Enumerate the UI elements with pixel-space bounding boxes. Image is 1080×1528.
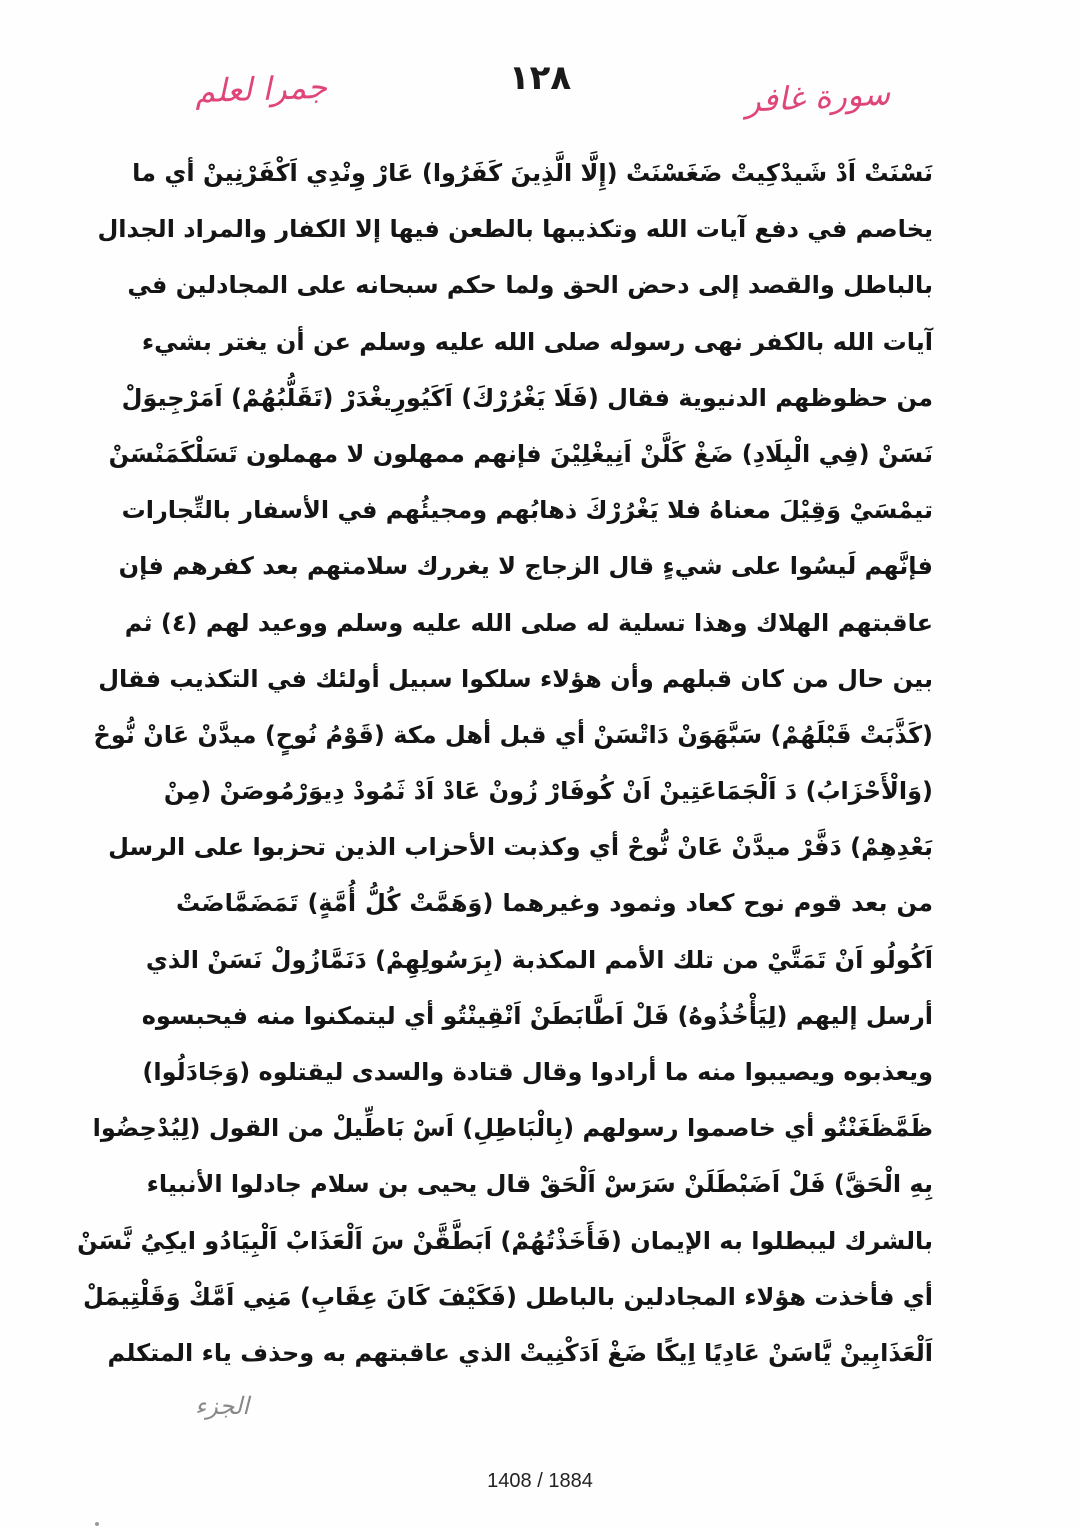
text-line: من حظوظهم الدنيوية فقال (فَلَا يَغْرُرْكَ) اَكَيُورِيغْدَرْ (تَقَلُّبُهُمْ) اَمَرْجِيوَلْ	[121, 383, 933, 412]
pagination-footer: 1408 / 1884	[487, 1470, 593, 1492]
pencil-marginalia: الجزء	[195, 1392, 249, 1420]
text-line: بَعْدِهِمْ) دَفَّرْ ميدَّنْ عَانْ نُّوحْ أي وكذبت الأحزاب الذين تحزبوا على الرسل	[108, 833, 933, 862]
text-line: ظَمَّظَغَنْتُو أي خاصموا رسولهم (بِالْبَاطِلِ) اَسْ بَاطِّيلْ من القول (لِيُدْحِضُوا	[92, 1114, 933, 1143]
text-line: آيات الله بالكفر نهى رسوله صلى الله عليه وسلم عن أن يغتر بشيء	[141, 327, 933, 356]
text-line: بالباطل والقصد إلى دحض الحق ولما حكم سبحانه على المجادلين في	[127, 271, 933, 300]
text-line: من بعد قوم نوح كعاد وثمود وغيرهما (وَهَمَّتْ كُلُّ أُمَّةٍ) تَمَضَمَّاضَتْ	[176, 889, 933, 918]
text-line: بالشرك ليبطلوا به الإيمان (فَأَخَذْتُهُمْ) اَبَطَّقَّنْ سَ اَلْعَذَابْ اَلْبِيَادُو ايكِيُ نَّسَنْ	[77, 1226, 933, 1255]
text-line: (وَالْأَحْزَابُ) دَ اَلْجَمَاعَتِينْ اَنْ كُوفَارْ زُونْ عَادْ اَدْ ثَمُودْ دِيوَرْمُوصَنْ (مِنْ	[163, 777, 933, 806]
text-line: فإنَّهم لَيسُوا على شيءٍ قال الزجاج لا يغررك سلامتهم بعد كفرهم فإن	[118, 552, 933, 581]
text-line: بين حال من كان قبلهم وأن هؤلاء سلكوا سبيل أولئك في التكذيب فقال	[98, 664, 933, 693]
text-line: نَسْنَتْ اَدْ شَيدْكِيتْ ضَغَسْنَتْ (إِلَّا الَّذِينَ كَفَرُوا) عَارْ وِنْدِي اَكْفَرْنِينْ أي ما	[132, 159, 933, 187]
text-line: عاقبتهم الهلاك وهذا تسلية له صلى الله عليه وسلم ووعيد لهم (٤) ثم	[124, 608, 933, 637]
text-line: اَكُولُو اَنْ تَمَتَّيْ من تلك الأمم المكذبة (بِرَسُولِهِمْ) دَنَمَّازُولْ نَسَنْ الذي	[145, 945, 933, 974]
handwritten-annotation-right: سورة غافر	[744, 74, 892, 120]
page-number: ١٢٨	[508, 58, 572, 98]
text-line: (كَذَّبَتْ قَبْلَهُمْ) سَبَّهَوَنْ دَاتْسَنْ أي قبل أهل مكة (قَوْمُ نُوحٍ) ميدَّنْ عَانْ نُّوحْ	[93, 720, 933, 749]
text-line: أي فأخذت هؤلاء المجادلين بالباطل (فَكَيْفَ كَانَ عِقَابِ) مَنِي اَمَّكْ وَقَلْتِيمَلْ	[83, 1282, 933, 1311]
text-line: اَلْعَذَابِينْ يَّاسَنْ عَادِيًا اِيكًا ضَغْ اَدَكْنِيتْ الذي عاقبتهم به وحذف ياء المتكلم	[107, 1338, 933, 1367]
scan-speck	[95, 1522, 99, 1526]
text-line: ويعذبوه ويصيبوا منه ما أرادوا وقال قتادة والسدى ليقتلوه (وَجَادَلُوا)	[142, 1058, 933, 1086]
text-line: يخاصم في دفع آيات الله وتكذيبها بالطعن فيها إلا الكفار والمراد الجدال	[97, 215, 933, 244]
body-text	[77, 145, 933, 1381]
text-line: نَسَنْ (فِي الْبِلَادِ) ضَغْ كَلَّنْ اَنِيغْلِيْنَ فإنهم ممهلون لا مهملون تَسَلْكَمَنْسَنْ	[108, 439, 933, 468]
text-line: تيمْسَيْ وَقِيْلَ معناهُ فلا يَغْرُرْكَ ذهابُهم ومجيئُهم في الأسفار بالتِّجارات	[121, 496, 933, 525]
text-line: بِهِ الْحَقَّ) فَلْ اَضَبْطَلَنْ سَرَسْ اَلْحَقْ قال يحيى بن سلام جادلوا الأنبياء	[146, 1170, 933, 1199]
handwritten-annotation-left: جمرا لعلم	[194, 67, 328, 111]
text-line: أرسل إليهم (لِيَأْخُذُوهُ) فَلْ اَطَّابَطَنْ اَنْقِينْتُو أي ليتمكنوا منه فيحبسوه	[141, 1001, 933, 1030]
